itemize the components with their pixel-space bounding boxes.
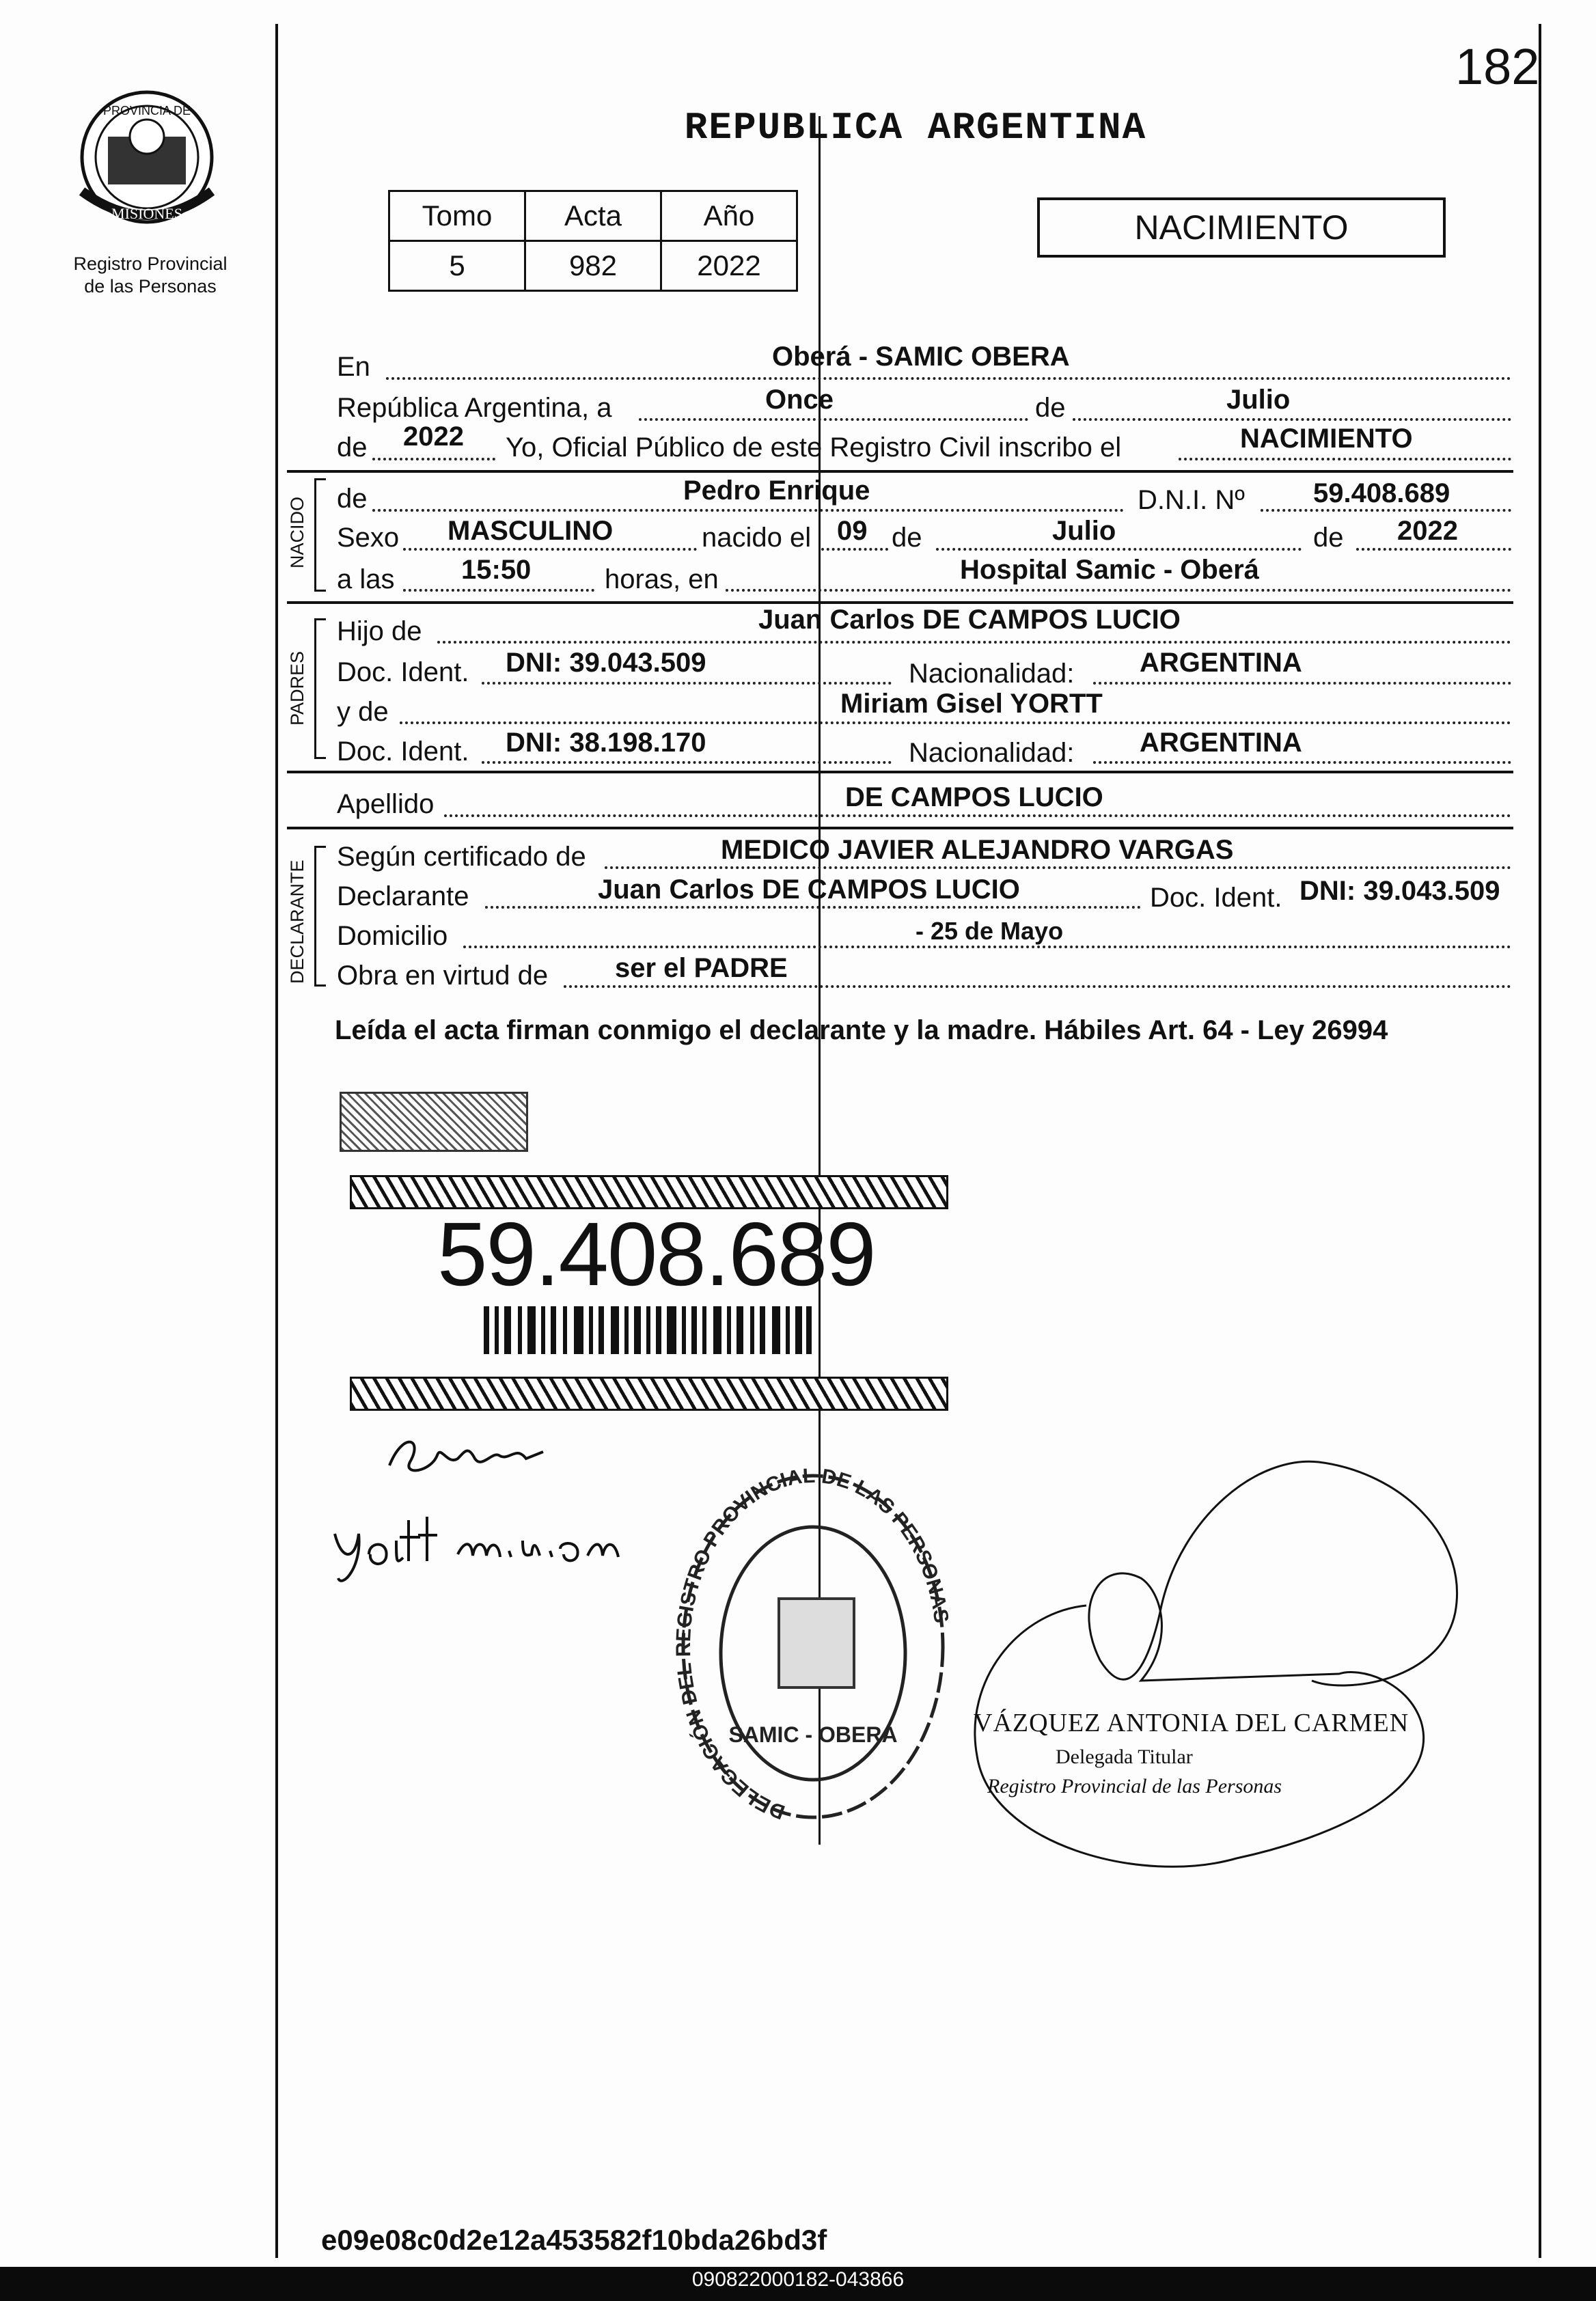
hijo-de-label: Hijo de [337, 616, 422, 646]
section-divider [287, 827, 1513, 829]
dotted-leader [444, 814, 1511, 817]
republica-label: República Argentina, a [337, 393, 612, 423]
section-divider [287, 601, 1513, 604]
barcode [484, 1306, 812, 1354]
father-nationality-label: Nacionalidad: [909, 659, 1075, 689]
nacido-side-label: NACIDO [287, 496, 307, 568]
de-label: de [1035, 393, 1066, 423]
mother-name-value: Miriam Gisel YORTT [840, 689, 1103, 719]
declarante-value: Juan Carlos DE CAMPOS LUCIO [598, 874, 1020, 905]
logo-caption-line2: de las Personas [84, 276, 217, 297]
birth-time-value: 15:50 [461, 555, 532, 585]
day-words-value: Once [765, 385, 834, 415]
left-margin-line [275, 24, 278, 2258]
dotted-leader [482, 682, 892, 685]
en-label: En [337, 352, 370, 382]
record-type-box: NACIMIENTO [1037, 197, 1446, 258]
dotted-leader [1179, 458, 1511, 460]
logo-caption-line1: Registro Provincial [73, 253, 228, 274]
birth-day-value: 09 [837, 516, 868, 546]
signature-mother [328, 1513, 622, 1588]
document-hash: e09e08c0d2e12a453582f10bda26bd3f [321, 2224, 827, 2256]
domicilio-label: Domicilio [337, 921, 448, 951]
mother-doc-value: DNI: 38.198.170 [506, 728, 706, 758]
dotted-leader [1356, 548, 1511, 551]
dotted-leader [564, 985, 1511, 988]
official-stamp [670, 1455, 957, 1838]
inscribed-value: NACIMIENTO [1240, 424, 1413, 454]
logo-caption [41, 253, 260, 298]
nacido-bracket [314, 478, 326, 592]
father-nationality-value: ARGENTINA [1140, 648, 1302, 678]
document-title: REPUBLICA ARGENTINA [684, 106, 1147, 150]
mother-nationality-value: ARGENTINA [1140, 728, 1302, 758]
section-divider [287, 470, 1513, 473]
apellido-value: DE CAMPOS LUCIO [845, 782, 1103, 812]
child-name-value: Pedro Enrique [683, 476, 870, 506]
dotted-leader [1093, 761, 1511, 764]
domicilio-value: - 25 de Mayo [916, 917, 1064, 945]
certificado-value: MEDICO JAVIER ALEJANDRO VARGAS [721, 835, 1234, 865]
signature-father [383, 1424, 553, 1486]
child-dni-value: 59.408.689 [1313, 478, 1450, 508]
register-value-ano: 2022 [661, 241, 797, 291]
padres-bracket [314, 618, 326, 759]
mother-nationality-label: Nacionalidad: [909, 738, 1075, 768]
register-value-tomo: 5 [389, 241, 525, 291]
mother-doc-label: Doc. Ident. [337, 736, 469, 767]
declarante-label: Declarante [337, 881, 469, 911]
dotted-leader [639, 418, 1028, 421]
closing-statement: Leída el acta firman conmigo el declarante y la madre. Hábiles Art. 64 - Ley 26994 [335, 1015, 1388, 1045]
sexo-label: Sexo [337, 523, 400, 553]
nacido-el-label: nacido el [702, 523, 812, 553]
dotted-leader [386, 377, 1511, 380]
apellido-label: Apellido [337, 789, 435, 819]
de-label-3: de [1313, 523, 1344, 553]
year-prefix-label: de [337, 432, 368, 463]
obra-value: ser el PADRE [615, 953, 788, 983]
padres-side-label: PADRES [287, 650, 307, 726]
horas-en-label: horas, en [605, 564, 719, 594]
signature-official [936, 1435, 1483, 1899]
page-number: 182 [1455, 38, 1540, 95]
dotted-leader [936, 548, 1302, 551]
dotted-leader [403, 589, 594, 592]
security-hologram-stamp [340, 1092, 528, 1152]
seal-text-top: PROVINCIA DE [102, 104, 191, 118]
dotted-leader [482, 761, 892, 764]
declarante-doc-label: Doc. Ident. [1150, 883, 1282, 913]
a-las-label: a las [337, 564, 395, 594]
father-name-value: Juan Carlos DE CAMPOS LUCIO [758, 605, 1181, 635]
dotted-leader [726, 589, 1511, 592]
place-value: Oberá - SAMIC OBERA [772, 342, 1070, 372]
dotted-leader [1261, 509, 1511, 512]
official-office: Registro Provincial de las Personas [987, 1775, 1282, 1797]
seal-text-bottom: MISIONES [111, 205, 182, 222]
dotted-leader [821, 548, 888, 551]
dotted-leader [400, 721, 1511, 724]
dotted-leader [1093, 682, 1511, 685]
official-name: VÁZQUEZ ANTONIA DEL CARMEN [974, 1709, 1409, 1737]
security-band-bottom [350, 1377, 948, 1411]
section-divider [287, 771, 1513, 773]
nacido-de-label: de [337, 484, 368, 514]
dotted-leader [605, 866, 1511, 869]
father-doc-value: DNI: 39.043.509 [506, 648, 706, 678]
stamp-ring-text: DELEGACIÓN DEL REGISTRO PROVINCIAL DE LAS PERSONAS [672, 1464, 953, 1823]
dotted-leader [463, 946, 1511, 948]
y-de-label: y de [337, 697, 389, 727]
right-margin-line [1539, 24, 1541, 2258]
obra-label: Obra en virtud de [337, 961, 549, 991]
declarante-bracket [314, 846, 326, 987]
id-number: 59.408.689 [437, 1204, 875, 1304]
de-label-2: de [892, 523, 922, 553]
register-header-ano: Año [661, 191, 797, 241]
dni-label: D.N.I. Nº [1138, 485, 1245, 515]
birth-year-value: 2022 [1397, 516, 1458, 546]
stamp-center-text: SAMIC - OBERA [728, 1722, 898, 1747]
month-value: Julio [1226, 385, 1291, 415]
dotted-leader [1073, 418, 1511, 421]
sexo-value: MASCULINO [448, 516, 614, 546]
statement-text: Yo, Oficial Público de este Registro Civil inscribo el [506, 432, 1122, 463]
birth-place-value: Hospital Samic - Oberá [960, 555, 1259, 585]
register-table [388, 190, 798, 292]
certificado-label: Según certificado de [337, 842, 586, 872]
birth-month-value: Julio [1052, 516, 1116, 546]
official-role: Delegada Titular [1056, 1746, 1193, 1768]
year-value: 2022 [403, 422, 464, 452]
footer-code: 090822000182-043866 [691, 2268, 905, 2291]
dotted-leader [372, 458, 495, 460]
register-header-acta: Acta [525, 191, 661, 241]
dotted-leader [485, 906, 1141, 909]
father-doc-label: Doc. Ident. [337, 657, 469, 687]
dotted-leader [437, 641, 1511, 644]
register-value-acta: 982 [525, 241, 661, 291]
dotted-leader [403, 548, 697, 551]
dotted-leader [372, 509, 1124, 512]
declarante-doc-value: DNI: 39.043.509 [1299, 876, 1500, 906]
declarante-side-label: DECLARANTE [287, 859, 307, 984]
register-header-tomo: Tomo [389, 191, 525, 241]
